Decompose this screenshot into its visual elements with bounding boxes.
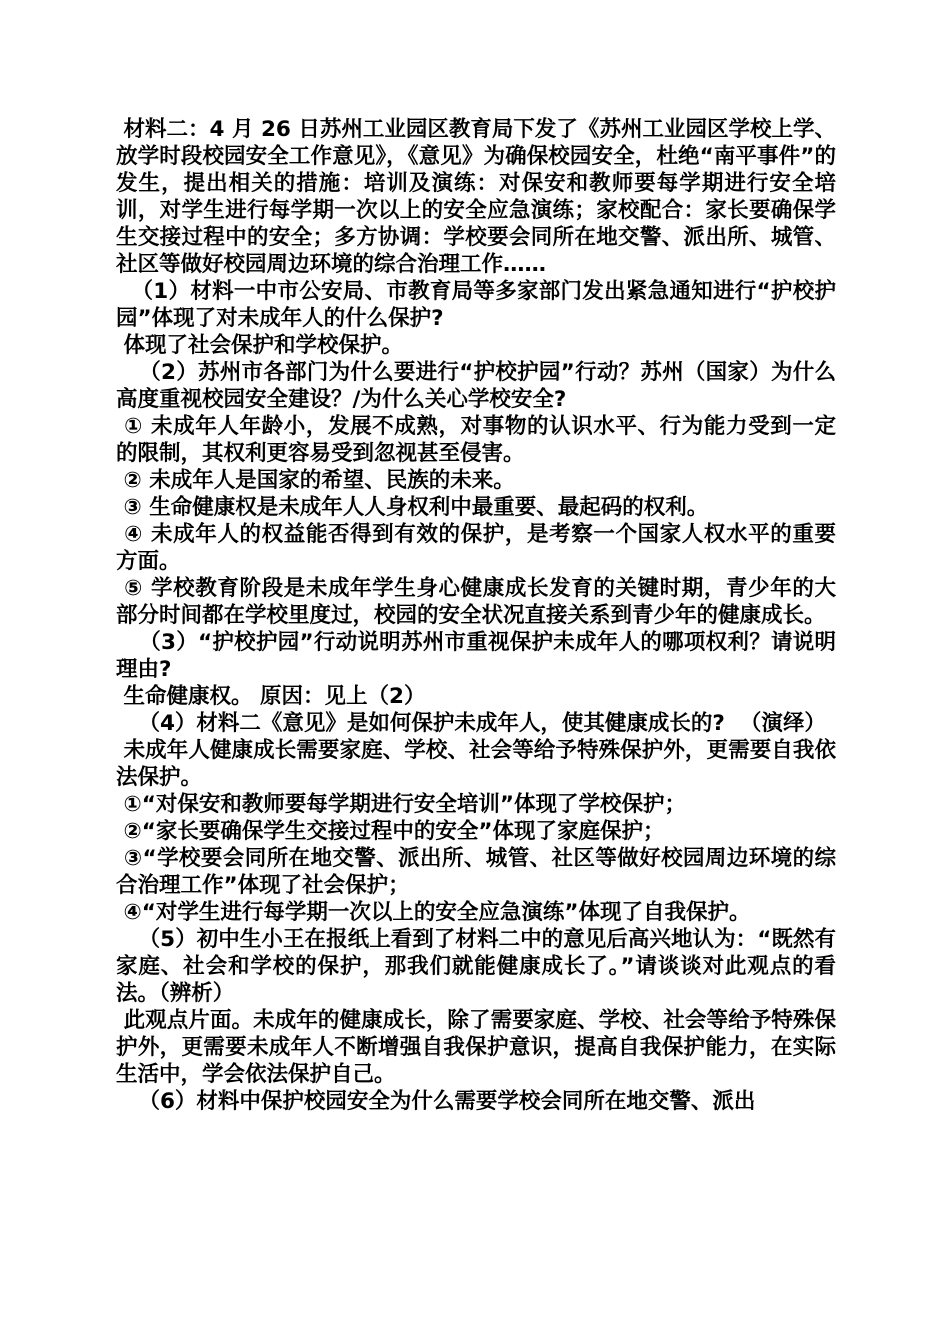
- question-6: （6）材料中保护校园安全为什么需要学校会同所在地交警、派出: [116, 1089, 756, 1114]
- answer-4-point-2: ②“家长要确保学生交接过程中的安全”体现了家庭保护；: [116, 819, 665, 844]
- answer-1: 体现了社会保护和学校保护。: [116, 333, 404, 358]
- document-body: [116, 116, 836, 1115]
- answer-3: 生命健康权。 原因：见上（2）: [116, 684, 426, 709]
- answer-4-intro: 未成年人健康成长需要家庭、学校、社会等给予特殊保护外，更需要自我依法保护。: [116, 738, 836, 790]
- question-5: （5）初中生小王在报纸上看到了材料二中的意见后高兴地认为：“既然有家庭、社会和学校的保护，那我们就能健康成长了。”请谈谈对此观点的看法。（辨析）: [116, 927, 836, 1006]
- answer-2-point-3: ③ 生命健康权是未成年人人身权利中最重要、最起码的权利。: [116, 495, 709, 520]
- question-1: （1）材料一中市公安局、市教育局等多家部门发出紧急通知进行“护校护园”体现了对未成年人的什么保护?: [116, 279, 836, 331]
- answer-4-point-4: ④“对学生进行每学期一次以上的安全应急演练”体现了自我保护。: [116, 900, 751, 925]
- answer-2-point-2: ② 未成年人是国家的希望、民族的未来。: [116, 468, 515, 493]
- answer-2-point-1: ① 未成年人年龄小，发展不成熟，对事物的认识水平、行为能力受到一定的限制，其权利更容易受到忽视甚至侵害。: [116, 414, 836, 466]
- answer-4-point-3: ③“学校要会同所在地交警、派出所、城管、社区等做好校园周边环境的综合治理工作”体现了社会保护；: [116, 846, 836, 898]
- question-4: （4）材料二《意见》是如何保护未成年人，使其健康成长的? （演绎）: [116, 711, 826, 736]
- answer-4-point-1: ①“对保安和教师要每学期进行安全培训”体现了学校保护；: [116, 792, 686, 817]
- question-2: （2）苏州市各部门为什么要进行“护校护园”行动？苏州（国家）为什么高度重视校园安全建设？/为什么关心学校安全?: [116, 360, 836, 412]
- answer-2-point-5: ⑤ 学校教育阶段是未成年学生身心健康成长发育的关键时期，青少年的大部分时间都在学校里度过，校园的安全状况直接关系到青少年的健康成长。: [116, 576, 836, 628]
- question-3: （3）“护校护园”行动说明苏州市重视保护未成年人的哪项权利？请说明理由?: [116, 630, 836, 682]
- answer-5: 此观点片面。未成年的健康成长，除了需要家庭、学校、社会等给予特殊保护外，更需要未成年人不断增强自我保护意识，提高自我保护能力，在实际生活中，学会依法保护自己。: [116, 1008, 836, 1087]
- answer-2-point-4: ④ 未成年人的权益能否得到有效的保护，是考察一个国家人权水平的重要方面。: [116, 522, 836, 574]
- material-two-paragraph: 材料二：4 月 26 日苏州工业园区教育局下发了《苏州工业园区学校上学、放学时段校园安全工作意见》，《意见》为确保校园安全，杜绝“南平事件”的发生，提出相关的措施：培训及演练：对保安和教师要每学期进行安全培训，对学生进行每学期一次以上的安全应急演练；家校配合：家长要确保学生交接过程中的安全；多方协调：学校要会同所在地交警、派出所、城管、社区等做好校园周边环境的综合治理工作……: [116, 117, 836, 277]
